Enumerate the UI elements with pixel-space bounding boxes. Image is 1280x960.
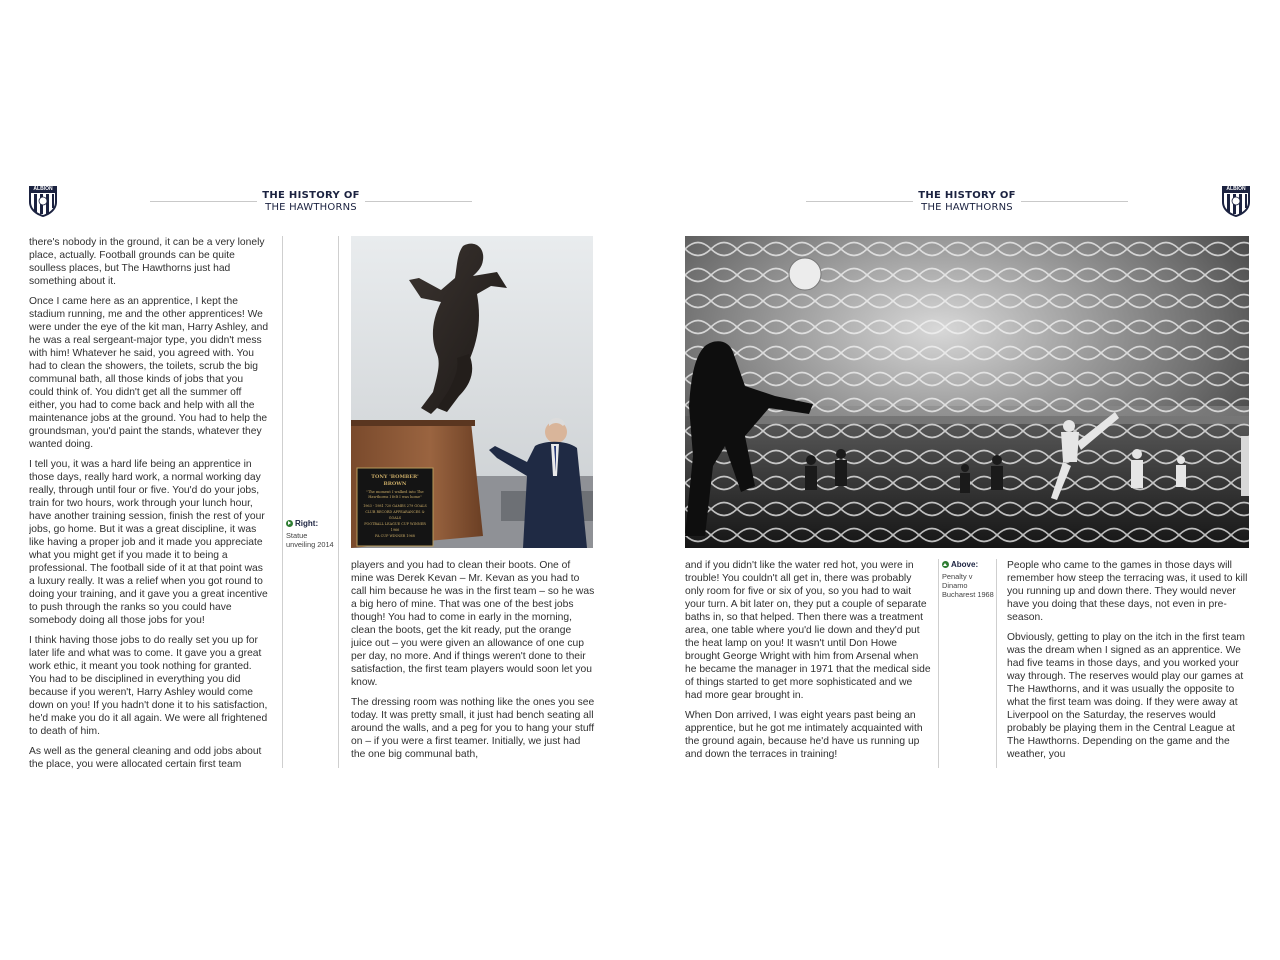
column-divider <box>282 236 283 768</box>
plaque-line: 1963 - 1981 720 GAMES 279 GOALS <box>363 504 427 508</box>
club-crest-icon <box>1221 184 1251 218</box>
paragraph: players and you had to clean their boots. One of mine was Derek Kevan – Mr. Kevan as you had to call him because he was in the first team – so he was a big hero of mine. That was one of the best jobs though! You had to come in early in the morning, clean the boots, get the kit ready, put the orange juice out – you were given an allowance of one cup per day, no more. And if things weren't done to their satisfaction, the first team players would soon let you know. <box>351 560 595 688</box>
header-rule-right <box>365 201 472 202</box>
plaque-name: TONY 'BOMBER' BROWN <box>371 474 419 487</box>
header-line-1: THE HISTORY OF <box>918 190 1016 201</box>
plaque-line: CLUB RECORD APPEARANCES & GOALS <box>365 510 425 520</box>
page-header-left <box>258 190 364 214</box>
page-header-right <box>914 190 1020 214</box>
caption-label: Above: <box>951 560 979 569</box>
crest-text: ALBION <box>33 186 53 192</box>
left-column-1 <box>29 236 270 769</box>
arrow-right-icon <box>286 520 293 527</box>
plaque-quote: "The moment I walked into The Hawthorns I felt I was home" <box>366 490 424 499</box>
paragraph: Obviously, getting to play on the itch in the first team was the dream when I signed as an apprentice. We had five teams in those days, and you worked your way through. The reserves would play our games at The Hawthorns, and it was usually the opposite to what the first team was doing. If they were away at Liverpool on the Saturday, the reserves would probably be playing them in the Central League at The Hawthorns. Depending on the game and the weather, you <box>1007 632 1245 760</box>
header-line-2: THE HAWTHORNS <box>265 202 357 213</box>
paragraph: The dressing room was nothing like the ones you see today. It was pretty small, it just had bench seating all around the walls, and a peg for you to hang your stuff on – if you were a first teamer. Initially, we just had the one big communal bath, <box>351 697 595 760</box>
caption-text: Penalty v Dinamo Bucharest 1968 <box>942 572 994 599</box>
header-rule-left <box>806 201 913 202</box>
header-line-2: THE HAWTHORNS <box>921 202 1013 213</box>
arrow-up-icon <box>942 561 949 568</box>
paragraph: I think having those jobs to do really set you up for later life and what was to come. It gave you a great work ethic, it meant you took nothing for granted. You had to be disciplined in everything you did because if you weren't, Harry Ashley would come down on you! If you hadn't done it to his satisfaction, he'd make you do it all again. We were all frightened to death of him. <box>29 635 268 737</box>
club-crest-icon <box>28 184 58 218</box>
right-column-2 <box>1007 559 1249 769</box>
column-divider <box>938 559 939 768</box>
statue-plaque <box>360 474 430 539</box>
caption-text: Statue unveiling 2014 <box>286 531 334 549</box>
header-rule-right <box>1021 201 1128 202</box>
paragraph: and if you didn't like the water red hot, you were in trouble! You couldn't all get in, there was probably only room for five or six of you, so you had to wait your turn. A bit later on, they put a couple of separate baths in, so that helped. Then there was a treatment area, one table where you'd lie down and they'd put the heat lamp on you! It wasn't until Don Howe brought George Wright with him from Arsenal when he became the manager in 1971 that the medical side of things started to get more sophisticated and we had more gear brought in. <box>685 560 931 701</box>
paragraph: I tell you, it was a hard life being an apprentice in those days, really hard work, a normal working day really, through until four or five. You'd do your jobs, train for two hours, work through your lunch hour, have another training session, finish the rest of your jobs, go home. But it was a great discipline, it was like having a proper job and it made you appreciate what you might get if you made it to being a professional. The football side of it at that point was a luxury really. It was a relief when you got round to doing your training, and it gave you a great incentive to push through the ranks so you could have somebody doing all those jobs for you! <box>29 459 268 626</box>
photo-caption-above <box>942 560 994 599</box>
statue-photo <box>351 236 593 548</box>
right-column-1 <box>685 559 931 769</box>
caption-label: Right: <box>295 519 319 528</box>
plaque-line: FOOTBALL LEAGUE CUP WINNER 1966 <box>364 522 426 532</box>
photo-caption-right <box>286 519 338 549</box>
crest-text: ALBION <box>1226 186 1246 192</box>
paragraph: People who came to the games in those days will remember how steep the terracing was, it used to kill you running up and down there. They would never have you doing that these days, not even in pre-season. <box>1007 560 1248 623</box>
header-line-1: THE HISTORY OF <box>262 190 360 201</box>
column-divider <box>338 236 339 768</box>
match-photo <box>685 236 1249 548</box>
column-divider <box>996 559 997 768</box>
paragraph: As well as the general cleaning and odd jobs about the place, you were allocated certain first team <box>29 746 262 769</box>
left-column-2 <box>351 559 595 769</box>
paragraph: there's nobody in the ground, it can be a very lonely place, actually. Football grounds can be quite soulless places, but The Hawthorns just had something about it. <box>29 237 265 287</box>
paragraph: Once I came here as an apprentice, I kept the stadium running, me and the other apprentices! We were under the eye of the kit man, Harry Ashley, and he was a real sergeant-major type, you didn't mess with him! Whatever he said, you agreed with. You had to clean the showers, the toilets, scrub the big communal bath, all those kinds of jobs that you could think of. You didn't get all the summer off either, you had to come back and help with all the maintenance jobs at the ground. You had to help the groundsman, you'd paint the stands, whatever they wanted doing. <box>29 296 269 450</box>
paragraph: When Don arrived, I was eight years past being an apprentice, but he got me intimately acquainted with the ground again, because he'd have us running up and down the terraces in training! <box>685 710 923 760</box>
header-rule-left <box>150 201 257 202</box>
plaque-line: FA CUP WINNER 1968 <box>375 534 415 538</box>
